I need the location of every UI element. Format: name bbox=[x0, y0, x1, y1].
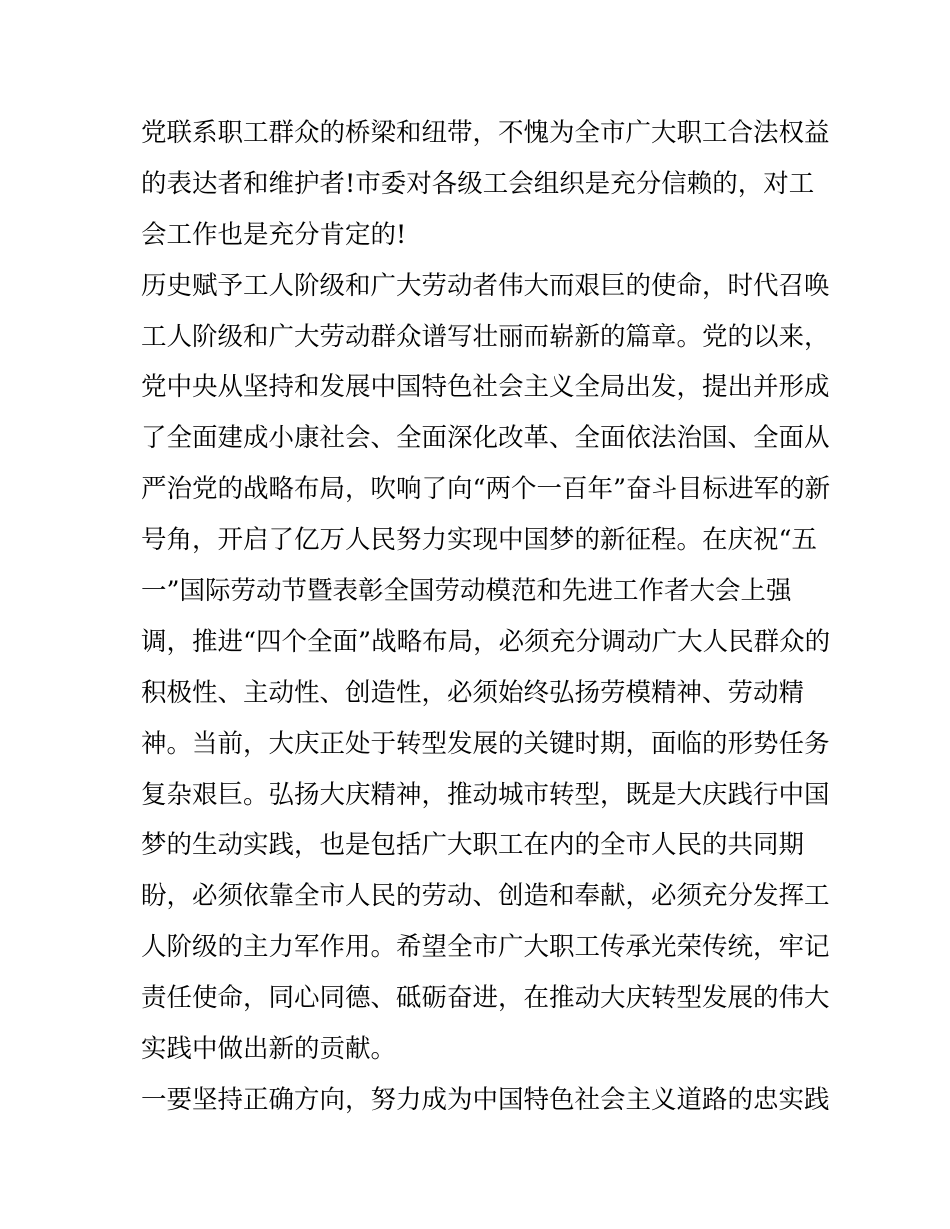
text-line: 梦的生动实践，也是包括广大职工在内的全市人民的共同期 bbox=[141, 830, 805, 861]
text-line: 严治党的战略布局，吹响了向“两个一百年”奋斗目标进军的新 bbox=[141, 474, 831, 505]
text-line: 责任使命，同心同德、砥砺奋进，在推动大庆转型发展的伟大 bbox=[141, 983, 830, 1014]
text-line: 会工作也是充分肯定的! bbox=[141, 219, 407, 250]
text-line: 党中央从坚持和发展中国特色社会主义全局出发，提出并形成 bbox=[141, 372, 830, 403]
text-line: 一”国际劳动节暨表彰全国劳动模范和先进工作者大会上强 bbox=[141, 576, 792, 607]
text-line: 一要坚持正确方向，努力成为中国特色社会主义道路的忠实践 bbox=[141, 1084, 830, 1115]
text-line: 调，推进“四个全面”战略布局，必须充分调动广大人民群众的 bbox=[141, 626, 831, 657]
text-line: 了全面建成小康社会、全面深化改革、全面依法治国、全面从 bbox=[141, 423, 830, 454]
text-line: 盼，必须依靠全市人民的劳动、创造和奉献，必须充分发挥工 bbox=[141, 881, 830, 912]
text-line: 复杂艰巨。弘扬大庆精神，推动城市转型，既是大庆践行中国 bbox=[141, 779, 830, 810]
text-line: 历史赋予工人阶级和广大劳动者伟大而艰巨的使命，时代召唤 bbox=[141, 270, 830, 301]
text-line: 号角，开启了亿万人民努力实现中国梦的新征程。在庆祝“五 bbox=[141, 525, 818, 556]
text-line: 人阶级的主力军作用。希望全市广大职工传承光荣传统，牢记 bbox=[141, 932, 830, 963]
text-line: 积极性、主动性、创造性，必须始终弘扬劳模精神、劳动精 bbox=[141, 677, 805, 708]
text-line: 的表达者和维护者!市委对各级工会组织是充分信赖的，对工 bbox=[141, 168, 815, 199]
text-line: 神。当前，大庆正处于转型发展的关键时期，面临的形势任务 bbox=[141, 728, 830, 759]
text-line: 工人阶级和广大劳动群众谱写壮丽而崭新的篇章。党的以来， bbox=[141, 321, 830, 352]
body-text bbox=[141, 108, 831, 1126]
text-line: 实践中做出新的贡献。 bbox=[141, 1034, 397, 1065]
text-line: 党联系职工群众的桥梁和纽带，不愧为全市广大职工合法权益 bbox=[141, 118, 830, 148]
